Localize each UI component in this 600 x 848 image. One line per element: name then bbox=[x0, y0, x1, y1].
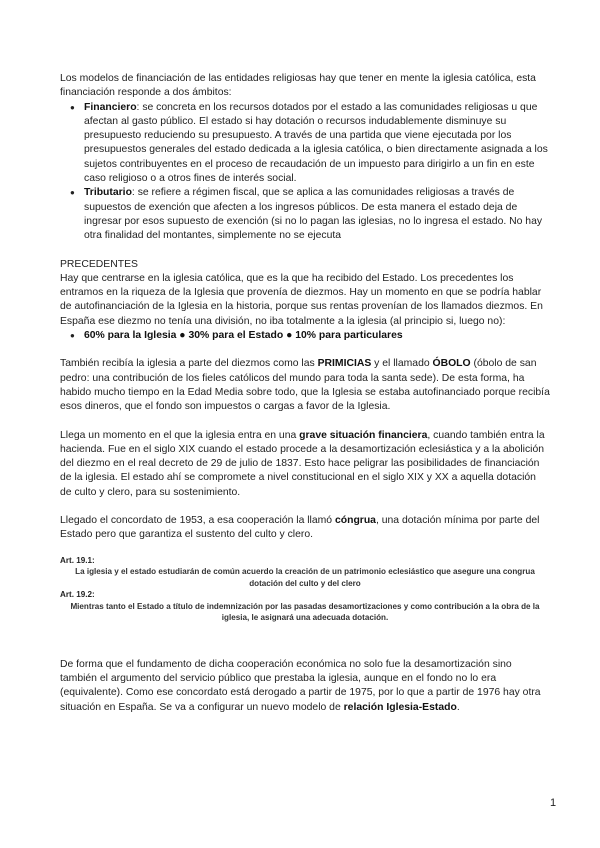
primicias-mid: y el llamado bbox=[371, 358, 433, 370]
term-grave-situacion: grave situación financiera bbox=[299, 429, 428, 441]
articulo-number: Art. 19.1: bbox=[60, 555, 95, 565]
tributario-text: : se refiere a régimen fiscal, que se aplica a las comunidades religiosas a través de supuestos de exención que afecten a los ingresos públicos. De esta manera el estado deja de ingresar por esos supuesto de exención (si no lo pagan las iglesias, no lo ingresa el estado. No hay otra finalidad del montantes, simplemente no se ejecuta bbox=[84, 187, 543, 242]
crisis-post: , cuando también entra la hacienda. Fue en el siglo XIX cuando el estado procede a la desamortización eclesiástica y a la abolición del diezmo en el real decreto de 29 de julio de 1837. Esto hace peligrar las posibilidades de financiación de la iglesia. El estado ahí se compromete a nivel constitucional en el siglo XIX y XX a aquella dotación de culto y clero, para su sostenimiento. bbox=[60, 429, 545, 498]
conclusion-paragraph bbox=[60, 658, 550, 715]
term-primicias: PRIMICIAS bbox=[317, 358, 372, 370]
precedentes-heading: PRECEDENTES bbox=[60, 258, 138, 270]
primicias-paragraph bbox=[60, 357, 550, 414]
term-relacion-iglesia-estado: relación Iglesia-Estado bbox=[343, 701, 457, 713]
primicias-pre: También recibía la iglesia a parte del diezmos como las bbox=[60, 358, 318, 370]
ambitos-list bbox=[60, 101, 550, 244]
term-financiero: Financiero bbox=[84, 101, 137, 113]
concordato-post: , una dotación mínima por parte del Estado pero que garantiza el sustento del culto y clero. bbox=[60, 515, 540, 541]
term-congrua: cóngrua bbox=[334, 515, 376, 527]
reparto-text: 60% para la Iglesia ● 30% para el Estado ● 10% para particulares bbox=[84, 330, 403, 342]
concordato-pre: Llegado el concordato de 1953, a esa cooperación la llamó bbox=[60, 515, 335, 527]
primicias-post: (óbolo de san pedro: una contribución de los fieles católicos del mundo para toda la santa sede). De esta forma, ha habido mucho tiempo en la Edad Media sobre todo, que la Iglesia se estaba autofinanciado porque recibía esos dineros, que el fondo son impuestos o cargas a favor de la Iglesia. bbox=[60, 358, 550, 413]
list-item-financiero bbox=[60, 101, 550, 187]
page-number: 1 bbox=[550, 797, 557, 809]
crisis-paragraph bbox=[60, 429, 550, 500]
articulos-block bbox=[60, 555, 550, 624]
reparto-list bbox=[60, 329, 550, 343]
articulo-text: Mientras tanto el Estado a título de indemnización por las pasadas desamortizaciones y como contribución a la obra de la iglesia, le asignará una adecuada dotación. bbox=[70, 601, 540, 623]
crisis-pre: Llega un momento en el que la iglesia entra en una bbox=[60, 429, 300, 441]
list-item-reparto bbox=[60, 329, 550, 343]
financiero-text: : se concreta en los recursos dotados por el estado a las comunidades religiosas u que afectan al gasto público. El estado si hay dotación o recursos indudablemente disminuye su presupuesto reduciendo su presupuesto. A través de una partida que viene ejecutada por los presupuestos generales del estado dedicada a la iglesia católica, o bien directamente asignada a los sujetos contribuyentes en el proceso de recaudación de un impuesto para dirigirlo a un fin en este caso religioso o a otros fines de interés social. bbox=[84, 101, 548, 185]
intro-paragraph: Los modelos de financiación de las entidades religiosas hay que tener en mente la iglesia católica, esta financiación responde a dos ámbitos: bbox=[60, 73, 536, 99]
list-item-tributario bbox=[60, 186, 550, 243]
term-obolo: ÓBOLO bbox=[432, 358, 471, 370]
concordato-paragraph bbox=[60, 514, 550, 543]
precedentes-paragraph: Hay que centrarse en la iglesia católica, que es la que ha recibido del Estado. Los precedentes los entramos en la riqueza de la Iglesia que provenía de diezmos. Hay un momento en que se podría hablar de autofinanciación de la Iglesia en la historia, porque sus rentas provenían de los llamados diezmos. En España ese diezmo no tenía una división, no iba totalmente a la iglesia (al principio si, luego no): bbox=[60, 272, 543, 327]
document-page bbox=[60, 72, 550, 715]
conclusion-pre: De forma que el fundamento de dicha cooperación económica no solo fue la desamortización sino también el argumento del servicio público que prestaba la iglesia, aunque en el fondo no lo era (equivalente). Como ese concordato está derogado a partir de 1975, por lo que a partir de 1976 hay otra situación en España. Se va a configurar un nuevo modelo de bbox=[60, 658, 541, 713]
articulo-number: Art. 19.2: bbox=[60, 590, 95, 600]
term-tributario: Tributario bbox=[84, 187, 132, 199]
articulo-text: La iglesia y el estado estudiarán de común acuerdo la creación de un patrimonio eclesiástico que asegure una congrua dotación del culto y del clero bbox=[75, 567, 535, 588]
conclusion-post: . bbox=[456, 701, 460, 713]
